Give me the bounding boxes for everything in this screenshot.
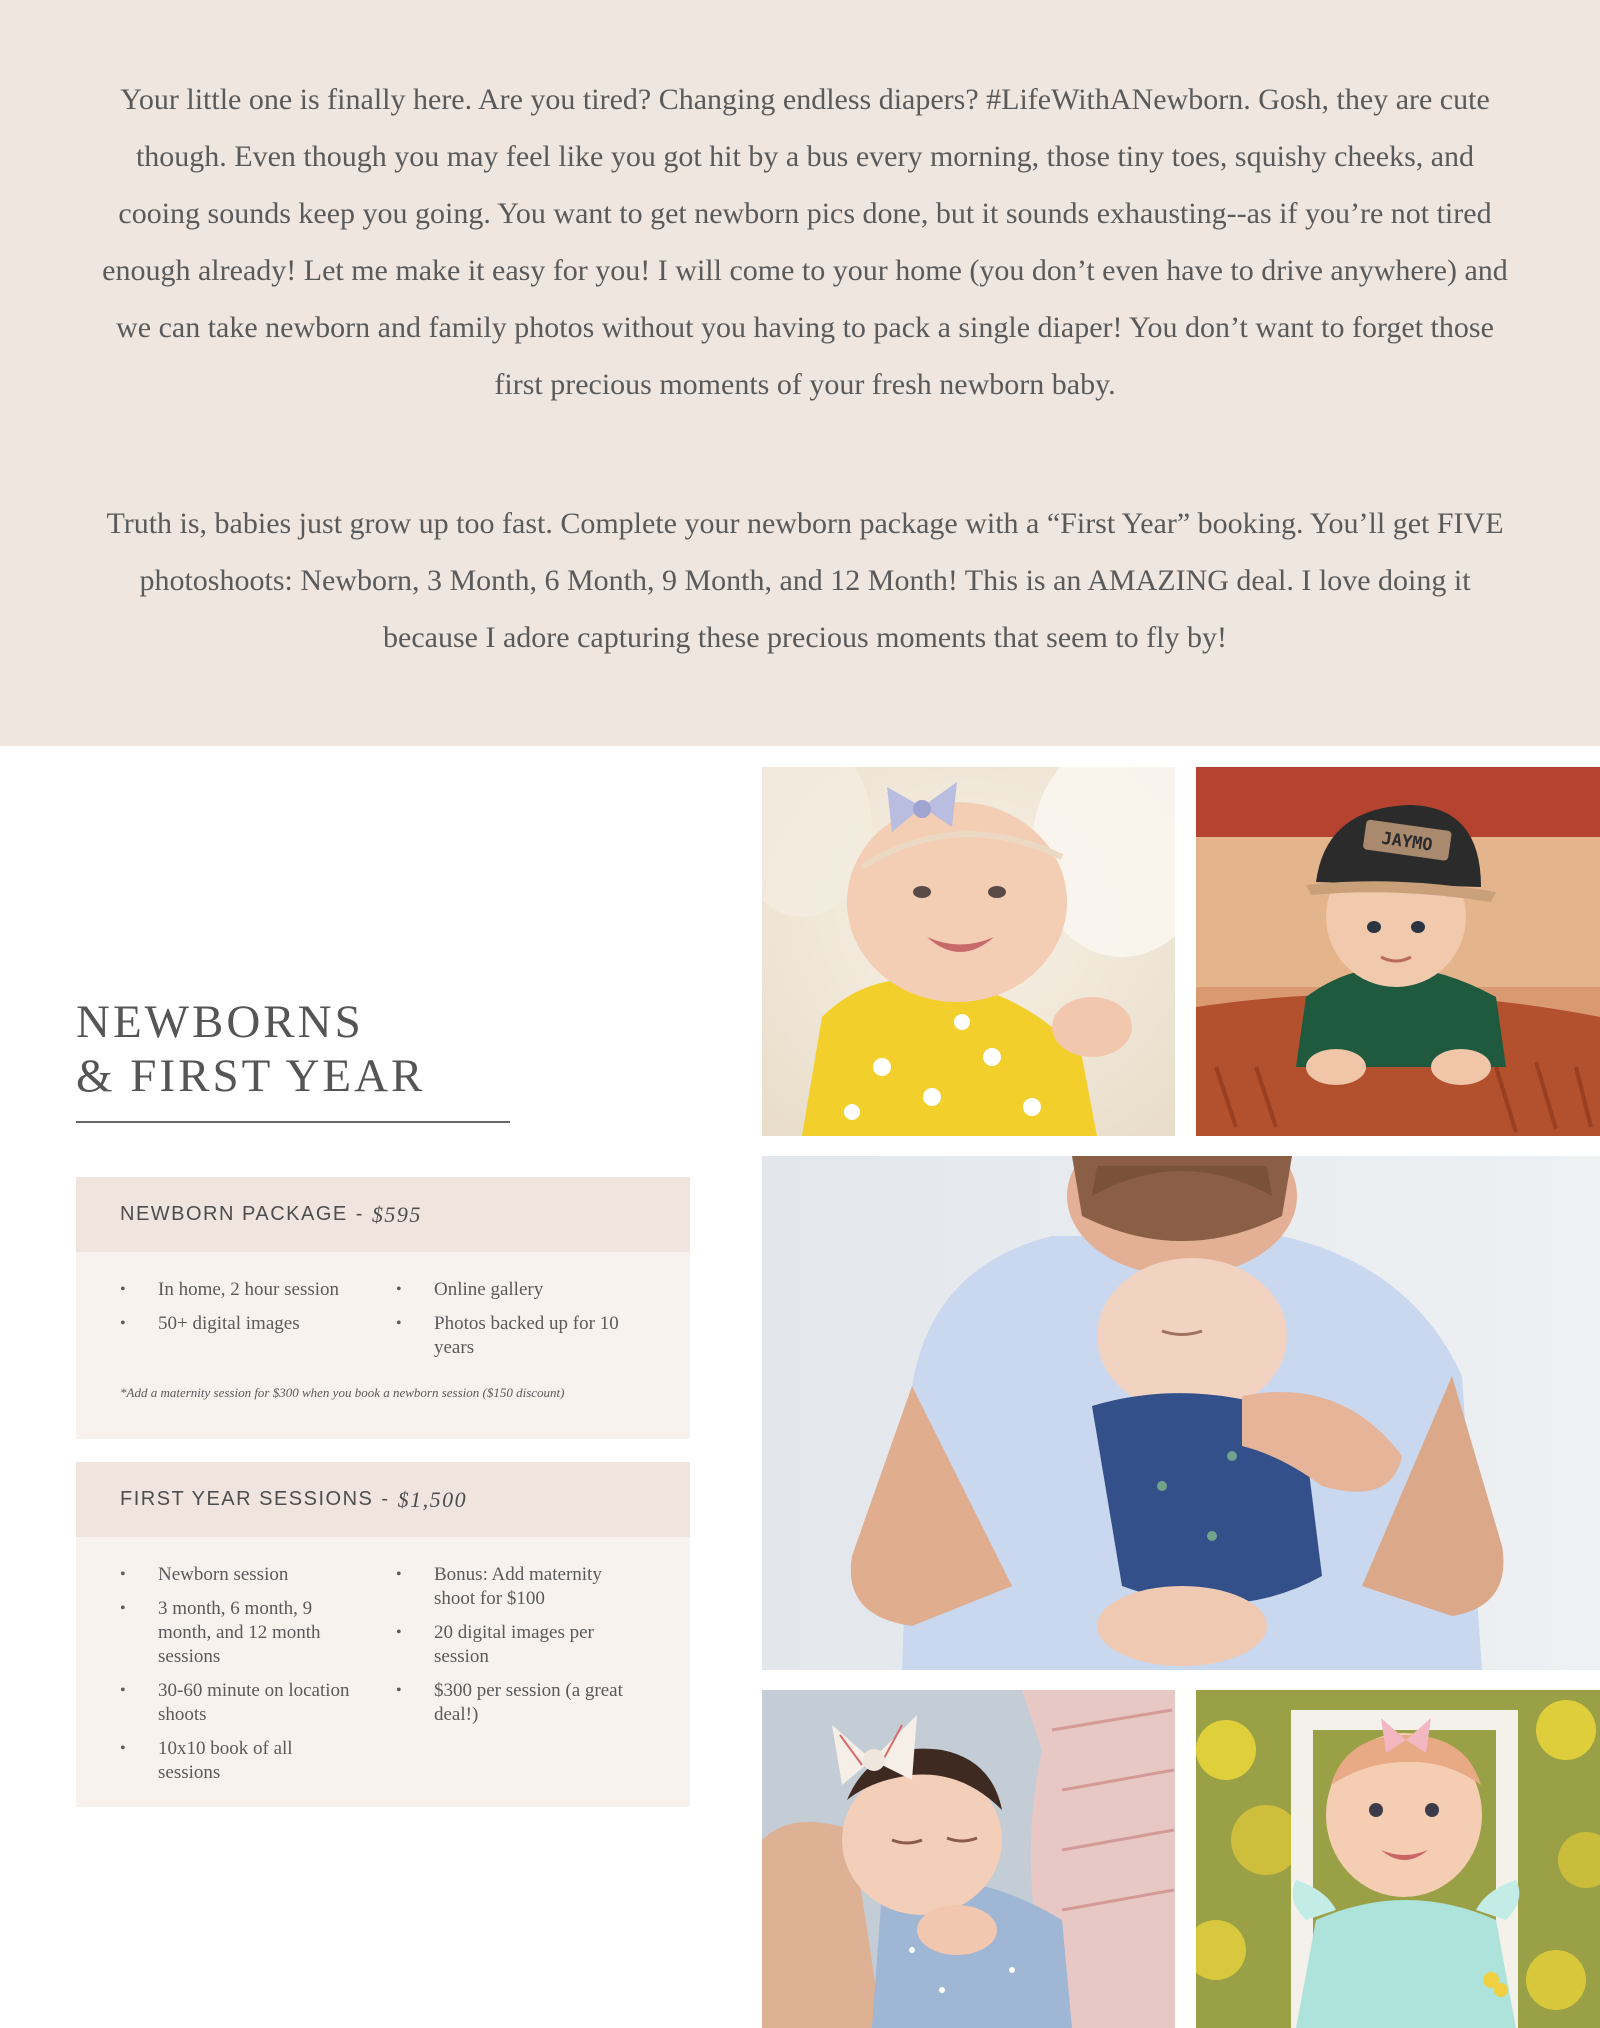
feature-item: • $300 per session (a great deal!)	[396, 1679, 634, 1727]
father-holding-newborn-photo	[762, 1156, 1600, 1670]
page-title	[76, 995, 536, 1103]
feature-item: • 30-60 minute on location shoots	[120, 1679, 358, 1727]
page-title-line-2: & FIRST YEAR	[76, 1050, 426, 1102]
newborn-features-col-1	[120, 1278, 396, 1360]
first-year-package-separator: -	[381, 1488, 390, 1510]
newborn-features-col-2	[396, 1278, 636, 1360]
baby-cap-photo	[1196, 767, 1600, 1136]
newborn-white-bow-photo	[762, 1690, 1175, 2028]
maternity-note: *Add a maternity session for $300 when you book a newborn session ($150 discount)	[120, 1385, 565, 1400]
feature-item: • 3 month, 6 month, 9 month, and 12 month sessions	[120, 1597, 358, 1669]
feature-item: • 20 digital images per session	[396, 1621, 634, 1669]
first-year-package-price: $1,500	[397, 1486, 468, 1512]
baby-yellow-dress-photo	[762, 767, 1175, 1136]
title-divider	[76, 1121, 510, 1123]
newborn-package-card	[76, 1177, 690, 1439]
first-year-package-header	[76, 1462, 690, 1537]
newborn-package-title: NEWBORN PACKAGE	[120, 1203, 348, 1225]
newborn-package-separator: -	[355, 1203, 364, 1225]
newborn-package-header	[76, 1177, 690, 1252]
feature-item: • 10x10 book of all sessions	[120, 1737, 358, 1785]
first-year-features-col-1	[120, 1563, 396, 1785]
feature-item: • Bonus: Add maternity shoot for $100	[396, 1563, 634, 1611]
first-year-package-features	[76, 1537, 690, 1785]
intro-section	[0, 0, 1600, 746]
intro-paragraph-1: Your little one is finally here. Are you tired? Changing endless diapers? #LifeWithANewborn. Gosh, they are cute though. Even though you may feel like you got hit by a bus every morning, those tiny toes, squishy cheeks, and cooing sounds keep you going. You want to get newborn pics done, but it sounds exhausting--as if you’re not tired enough already! Let me make it easy for you! I will come to your home (you don’t even have to drive anywhere) and we can take newborn and family photos without you having to pack a single diaper! You don’t want to forget those first precious moments of your fresh newborn baby.	[102, 83, 1508, 401]
newborn-package-features	[76, 1252, 690, 1360]
feature-item: • Online gallery	[396, 1278, 636, 1302]
feature-item: • Photos backed up for 10 years	[396, 1312, 636, 1360]
first-year-features-col-2	[396, 1563, 636, 1785]
feature-item: • 50+ digital images	[120, 1312, 396, 1336]
first-year-package-title: FIRST YEAR SESSIONS	[120, 1488, 374, 1510]
newborn-package-price: $595	[371, 1201, 422, 1227]
feature-item: • Newborn session	[120, 1563, 358, 1587]
feature-item: • In home, 2 hour session	[120, 1278, 396, 1302]
toddler-chair-photo	[1196, 1690, 1600, 2028]
cap-patch-text: JAYMO	[1380, 828, 1434, 856]
page-title-line-1: NEWBORNS	[76, 996, 364, 1048]
first-year-package-card	[76, 1462, 690, 1807]
intro-paragraph-2: Truth is, babies just grow up too fast. Complete your newborn package with a “First Year” booking. You’ll get FIVE photoshoots: Newborn, 3 Month, 6 Month, 9 Month, and 12 Month! This is an AMAZING deal. I love doing it because I adore capturing these precious moments that seem to fly by!	[106, 507, 1504, 654]
